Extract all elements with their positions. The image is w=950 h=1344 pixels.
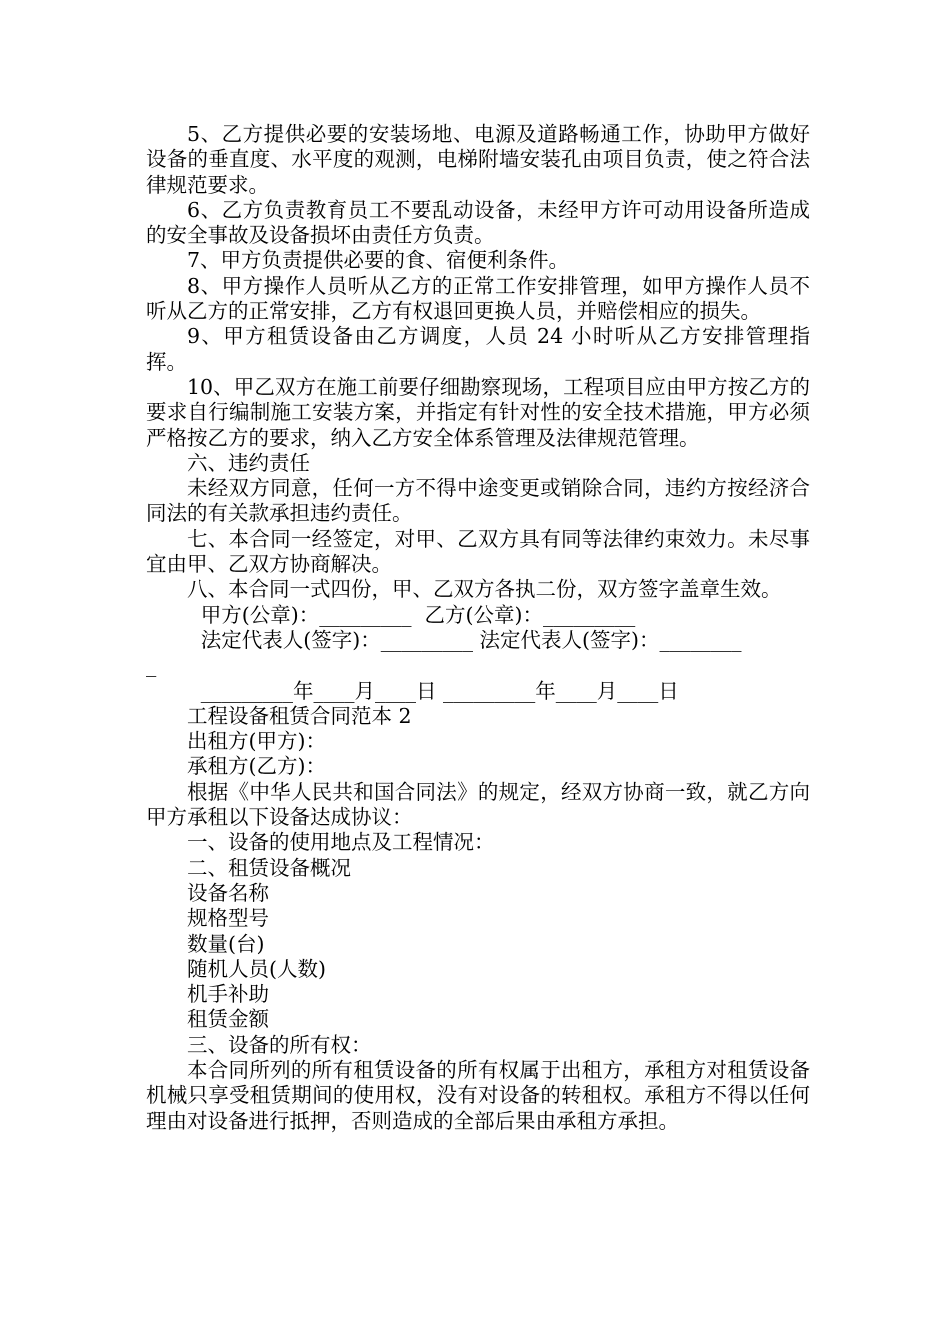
section-ownership: 三、设备的所有权： <box>187 1032 372 1057</box>
representative-line-wrap: _ <box>146 653 157 678</box>
equipment-item: 随机人员(人数) <box>187 956 326 981</box>
clause-10: 10、甲乙双方在施工前要仔细勘察现场，工程项目应由甲方按乙方的要求自行编制施工安装方案，并指定有针对性的安全技术措施，甲方必须严格按乙方的要求，纳入乙方安全体系管理及法律规范管理。 <box>146 374 810 450</box>
section-equipment-overview: 二、租赁设备概况 <box>187 855 351 880</box>
seal-line: 甲方(公章)：_________ 乙方(公章)：_________ <box>200 602 636 627</box>
document-page <box>146 122 810 1134</box>
section-seven: 七、本合同一经签定，对甲、乙双方具有同等法律约束效力。未尽事宜由甲、乙双方协商解决。 <box>146 526 810 577</box>
representative-line: 法定代表人(签字)：_________ 法定代表人(签字)：________ <box>200 627 742 652</box>
contract2-title: 工程设备租赁合同范本 2 <box>187 703 412 728</box>
section-location: 一、设备的使用地点及工程情况： <box>187 830 495 855</box>
clause-7: 7、甲方负责提供必要的食、宿便利条件。 <box>187 248 570 273</box>
date-line: _________年____月____日 _________年____月____日 <box>200 678 679 703</box>
section-heading-breach: 六、违约责任 <box>187 450 310 475</box>
equipment-item: 设备名称 <box>187 880 269 905</box>
equipment-item: 租赁金额 <box>187 1007 269 1032</box>
ownership-body: 本合同所列的所有租赁设备的所有权属于出租方，承租方对租赁设备机械只享受租赁期间的使用权，没有对设备的转租权。承租方不得以任何理由对设备进行抵押，否则造成的全部后果由承租方承担。 <box>146 1057 810 1133</box>
equipment-item: 机手补助 <box>187 982 269 1007</box>
equipment-item: 规格型号 <box>187 906 269 931</box>
breach-body: 未经双方同意，任何一方不得中途变更或销除合同，违约方按经济合同法的有关款承担违约责任。 <box>146 476 810 526</box>
lessee-label: 承租方(乙方)： <box>187 754 326 779</box>
lessor-label: 出租方(甲方)： <box>187 729 326 754</box>
contract2-intro: 根据《中华人民共和国合同法》的规定，经双方协商一致，就乙方向甲方承租以下设备达成协议： <box>146 779 810 830</box>
clause-9: 9、甲方租赁设备由乙方调度，人员 24 小时听从乙方安排管理指挥。 <box>146 324 810 374</box>
section-eight: 八、本合同一式四份，甲、乙双方各执二份，双方签字盖章生效。 <box>187 577 782 602</box>
clause-8: 8、甲方操作人员听从乙方的正常工作安排管理，如甲方操作人员不听从乙方的正常安排，乙方有权退回更换人员，并赔偿相应的损失。 <box>146 273 810 324</box>
clause-6: 6、乙方负责教育员工不要乱动设备，未经甲方许可动用设备所造成的安全事故及设备损坏由责任方负责。 <box>146 197 810 248</box>
equipment-item: 数量(台) <box>187 931 265 956</box>
clause-5: 5、乙方提供必要的安装场地、电源及道路畅通工作，协助甲方做好设备的垂直度、水平度的观测，电梯附墙安装孔由项目负责，使之符合法律规范要求。 <box>146 122 810 197</box>
